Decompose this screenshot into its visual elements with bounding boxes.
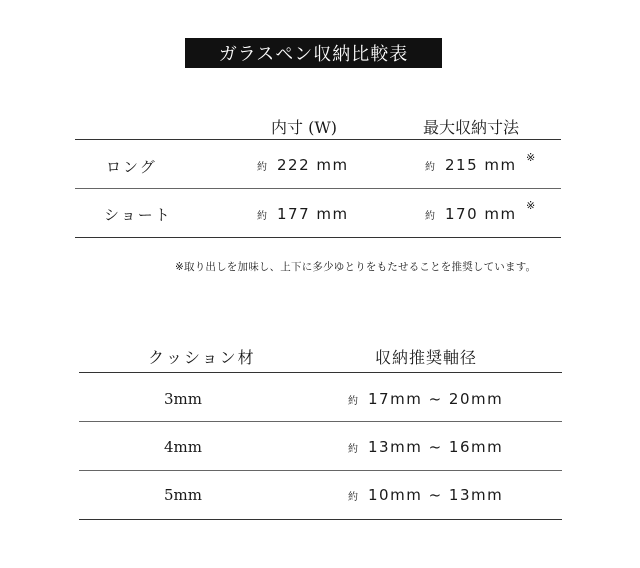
max-size-number: 170 mm bbox=[445, 205, 517, 223]
approx-label: 約 bbox=[348, 396, 358, 407]
max-size-number: 215 mm bbox=[445, 156, 517, 174]
page-title: ガラスペン収納比較表 bbox=[185, 38, 442, 68]
inner-width-value bbox=[257, 205, 349, 223]
table-rule-top bbox=[75, 139, 561, 140]
row-label-long: ロング bbox=[106, 158, 157, 176]
inner-width-number: 222 mm bbox=[277, 156, 349, 174]
footnote-text: ※取り出しを加味し、上下に多少ゆとりをもたせることを推奨しています。 bbox=[175, 261, 537, 273]
column-header-recommended-diameter: 収納推奨軸径 bbox=[375, 348, 478, 367]
table-rule-bottom bbox=[75, 237, 561, 238]
approx-label: 約 bbox=[425, 162, 435, 173]
max-size-value bbox=[425, 205, 517, 223]
diameter-range: 13mm ~ 16mm bbox=[368, 438, 504, 456]
approx-label: 約 bbox=[425, 211, 435, 222]
column-header-max-size: 最大収納寸法 bbox=[423, 118, 520, 137]
approx-label: 約 bbox=[348, 492, 358, 503]
inner-width-number: 177 mm bbox=[277, 205, 349, 223]
table-rule bbox=[79, 421, 562, 422]
inner-width-value bbox=[257, 156, 349, 174]
max-size-value bbox=[425, 156, 517, 174]
approx-label: 約 bbox=[348, 444, 358, 455]
diameter-range: 10mm ~ 13mm bbox=[368, 486, 504, 504]
cushion-size-label: 4mm bbox=[164, 438, 202, 456]
table-rule-bottom bbox=[79, 519, 562, 520]
diameter-range: 17mm ~ 20mm bbox=[368, 390, 504, 408]
diameter-range-value bbox=[348, 390, 503, 408]
cushion-size-label: 5mm bbox=[164, 486, 202, 504]
cushion-size-label: 3mm bbox=[164, 390, 202, 408]
table-rule bbox=[75, 188, 561, 189]
table-rule bbox=[79, 470, 562, 471]
approx-label: 約 bbox=[257, 162, 267, 173]
diameter-range-value bbox=[348, 438, 503, 456]
diameter-range-value bbox=[348, 486, 503, 504]
table-rule-top bbox=[79, 372, 562, 373]
approx-label: 約 bbox=[257, 211, 267, 222]
row-label-short: ショート bbox=[104, 206, 172, 224]
footnote-mark: ※ bbox=[526, 199, 536, 212]
column-header-cushion: クッション材 bbox=[148, 348, 256, 367]
column-header-inner-width: 内寸 (W) bbox=[271, 118, 338, 137]
footnote-mark: ※ bbox=[526, 151, 536, 164]
